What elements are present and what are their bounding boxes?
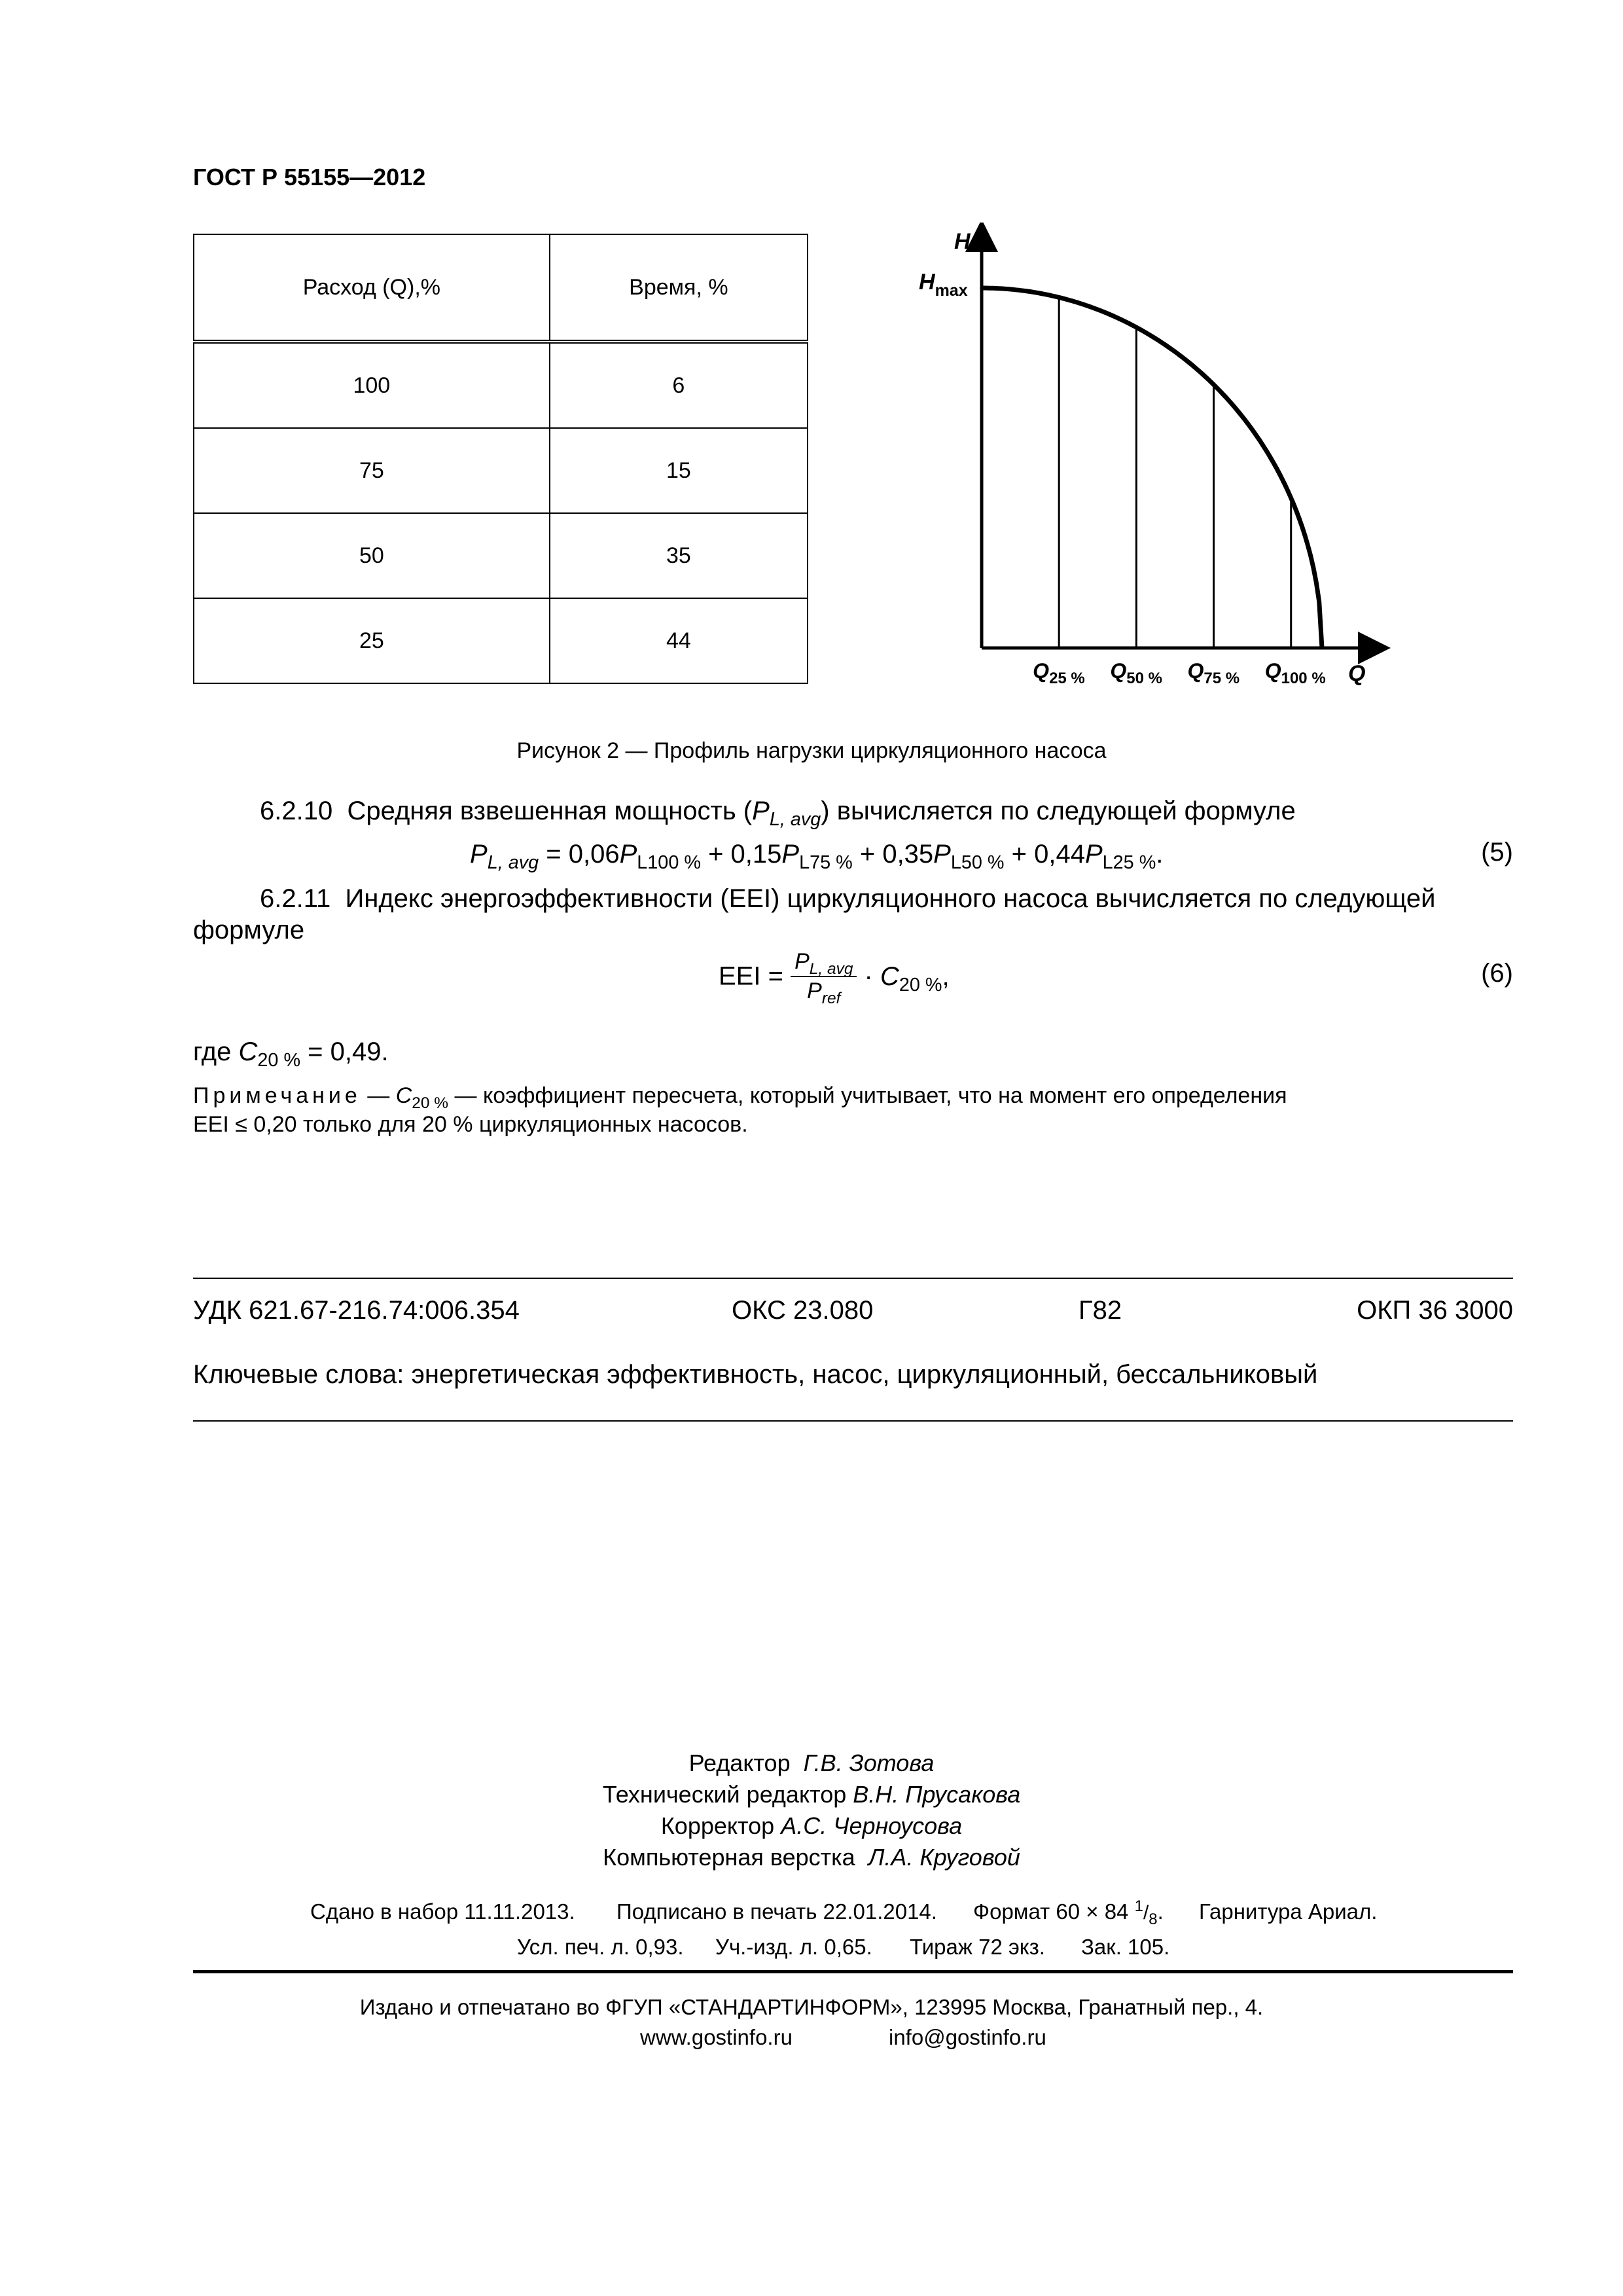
symbol-sub: ref <box>821 989 841 1007</box>
x-axis-label: Q <box>1348 661 1366 686</box>
formula-term: + 0,44 <box>1004 840 1085 869</box>
table-row <box>194 598 808 683</box>
note-text: — коэффициент пересчета, который учитывает, что на момент его определения <box>454 1083 1287 1108</box>
symbol-p: P <box>1084 840 1103 869</box>
paragraph-6-2-11-cont: формуле <box>193 916 305 944</box>
document-id: ГОСТ Р 55155—2012 <box>193 164 426 190</box>
typeface-info: Гарнитура Ариал. <box>1199 1899 1378 1924</box>
print-sheets: Усл. печ. л. 0,93. <box>517 1935 684 1959</box>
formula-term: + 0,35 <box>852 840 934 869</box>
symbol-sub: L, avg <box>487 852 539 874</box>
credit-person: В.Н. Прусакова <box>853 1781 1021 1808</box>
symbol-sub: 20 % <box>257 1050 301 1071</box>
q-marker-label: $Q_{100 \%}$ <box>1264 659 1326 687</box>
symbol-p: P <box>619 840 637 869</box>
symbol-sub: L100 % <box>637 852 701 874</box>
note-line-1 <box>193 1081 1513 1110</box>
symbol-c: C <box>395 1083 412 1108</box>
table-header-time: Время, % <box>550 234 808 342</box>
table-cell: 75 <box>194 428 550 513</box>
pump-curve-line <box>982 288 1322 648</box>
credit-person: Г.В. Зотова <box>803 1749 935 1776</box>
note <box>193 1081 1513 1139</box>
credit-editor <box>0 1748 1623 1779</box>
symbol-p: P <box>794 949 810 974</box>
paragraph-6-2-10 <box>260 795 1296 831</box>
load-profile-table <box>193 234 808 684</box>
formula-term: = 0,06 <box>546 840 620 869</box>
formula-5-number: (5) <box>1481 838 1513 867</box>
symbol-p: P <box>781 840 800 869</box>
order-number: Зак. 105. <box>1081 1935 1170 1959</box>
format-text: Формат 60 × 84 <box>973 1899 1129 1924</box>
q-marker-label: $Q_{50 \%}$ <box>1110 659 1162 687</box>
credit-person: Л.А. Круговой <box>868 1844 1020 1871</box>
formula-comma: , <box>942 961 950 991</box>
formula-dot: · <box>864 961 873 991</box>
credit-corrector <box>0 1810 1623 1842</box>
formula-6 <box>719 949 950 1007</box>
table-header-flow: Расход (Q),% <box>194 234 550 342</box>
formula-term: + 0,15 <box>700 840 782 869</box>
note-label: Примечание <box>193 1083 361 1108</box>
udk-code: УДК 621.67-216.74:006.354 <box>193 1296 520 1325</box>
format-frac-den: 8 <box>1149 1910 1158 1928</box>
circulation: Тираж 72 экз. <box>910 1935 1045 1959</box>
where-prefix: где <box>193 1037 232 1066</box>
para-number: 6.2.10 <box>260 797 333 825</box>
credit-layout <box>0 1842 1623 1873</box>
para-text: ) вычисляется по следующей формуле <box>821 797 1296 825</box>
table-row <box>194 513 808 598</box>
y-max-sub: max <box>935 281 968 300</box>
oks-code: ОКС 23.080 <box>732 1296 874 1325</box>
q-marker-label: $Q_{25 \%}$ <box>1033 659 1085 687</box>
symbol-sub: L, avg <box>769 809 821 831</box>
credit-tech-editor <box>0 1779 1623 1810</box>
table-cell: 100 <box>194 342 550 428</box>
note-line-2: EEI ≤ 0,20 только для 20 % циркуляционных насосов. <box>193 1112 748 1137</box>
table-row <box>194 342 808 428</box>
credit-role: Технический редактор <box>602 1781 847 1808</box>
credit-person: А.С. Черноусова <box>781 1812 963 1839</box>
symbol-p: P <box>752 797 770 825</box>
y-max-label <box>919 270 968 300</box>
formula-term: . <box>1156 840 1164 869</box>
credit-role: Редактор <box>688 1749 791 1776</box>
symbol-p: P <box>470 840 488 869</box>
formula-5 <box>470 838 1164 874</box>
table-cell: 44 <box>550 598 808 683</box>
format-frac-num: 1 <box>1134 1897 1143 1915</box>
q-marker-label: $Q_{75 \%}$ <box>1187 659 1240 687</box>
sign-date: Подписано в печать 22.01.2014. <box>616 1899 937 1924</box>
formula-6-number: (6) <box>1481 959 1513 988</box>
symbol-sub: 20 % <box>412 1094 449 1112</box>
y-max-letter: H <box>919 270 935 295</box>
symbol-sub: L, avg <box>809 960 853 978</box>
table-cell: 35 <box>550 513 808 598</box>
symbol-c: C <box>880 961 899 991</box>
publisher-email: info@gostinfo.ru <box>889 2025 1046 2049</box>
symbol-sub: L75 % <box>799 852 853 874</box>
formula-fraction <box>791 949 857 1007</box>
divider <box>193 1420 1513 1422</box>
symbol-sub: L25 % <box>1102 852 1156 874</box>
symbol-c: C <box>238 1037 258 1066</box>
formula-lhs: EEI = <box>719 961 783 991</box>
table-cell: 50 <box>194 513 550 598</box>
g-code: Г82 <box>1079 1296 1122 1325</box>
para-text: Средняя взвешенная мощность ( <box>347 797 753 825</box>
symbol-p: P <box>807 978 822 1003</box>
symbol-sub: L50 % <box>950 852 1005 874</box>
symbol-sub: 20 % <box>899 974 942 996</box>
edit-sheets: Уч.-изд. л. 0,65. <box>715 1935 872 1959</box>
credits-block <box>0 1748 1623 1873</box>
symbol-p: P <box>933 840 951 869</box>
divider <box>193 1278 1513 1279</box>
credit-role: Корректор <box>660 1812 775 1839</box>
where-clause <box>193 1035 389 1071</box>
table-cell: 6 <box>550 342 808 428</box>
credit-role: Компьютерная верстка <box>603 1844 855 1871</box>
table-cell: 25 <box>194 598 550 683</box>
keywords: Ключевые слова: энергетическая эффективность, насос, циркуляционный, бессальниковый <box>193 1360 1318 1389</box>
table-cell: 15 <box>550 428 808 513</box>
paragraph-6-2-11 <box>260 882 1435 915</box>
print-date: Сдано в набор 11.11.2013. <box>310 1899 575 1924</box>
y-axis-label: H <box>954 229 971 254</box>
divider <box>193 1970 1513 1973</box>
publisher-address: Издано и отпечатано во ФГУП «СТАНДАРТИНФОРМ», 123995 Москва, Гранатный пер., 4. <box>359 1995 1264 2019</box>
okp-code: ОКП 36 3000 <box>1357 1296 1513 1325</box>
para-number: 6.2.11 <box>260 884 331 913</box>
format-info: Формат 60 × 84 $^1/_8$. <box>973 1897 1164 1928</box>
para-text: Индекс энергоэффективности (EEI) циркуляционного насоса вычисляется по следующей <box>345 884 1436 913</box>
where-value: = 0,49. <box>308 1037 389 1066</box>
figure-caption: Рисунок 2 — Профиль нагрузки циркуляционного насоса <box>516 738 1107 763</box>
table-row <box>194 428 808 513</box>
publisher-site: www.gostinfo.ru <box>640 2025 793 2049</box>
note-dash: — <box>367 1083 390 1108</box>
pump-load-chart <box>903 223 1427 707</box>
table-header-row <box>194 234 808 342</box>
